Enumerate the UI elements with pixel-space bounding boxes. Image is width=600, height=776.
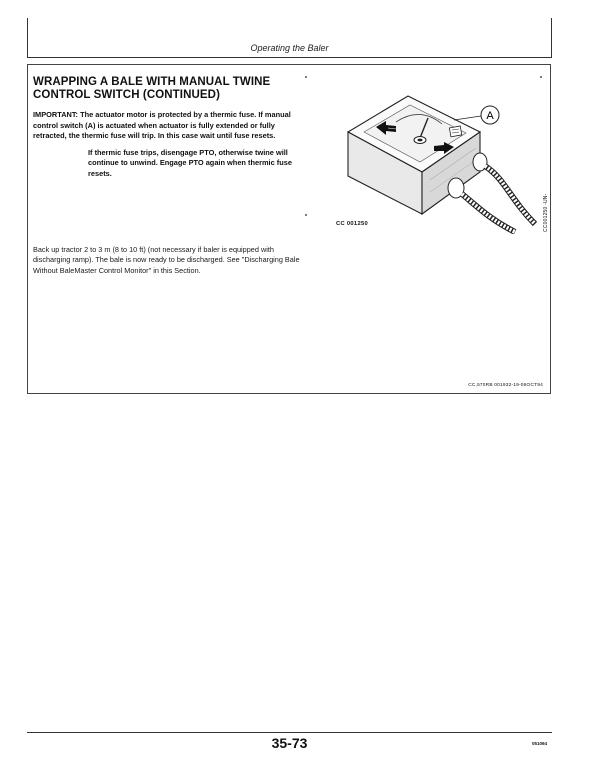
footer-rule <box>27 732 552 733</box>
figure-caption: CC 001250 <box>336 221 369 227</box>
page-date: 051094 <box>532 741 548 746</box>
marker-dot <box>305 214 307 216</box>
header-rule <box>27 57 552 58</box>
important-notice <box>33 110 303 180</box>
running-title: Operating the Baler <box>250 43 329 53</box>
callout-a-label: A <box>486 110 494 122</box>
important-paragraph-1: The actuator motor is protected by a thermic fuse. If manual control switch (A) is actuated when actuator is fully extended or fully retracted, the thermic fuse will trip. In this case wait until fuse resets. <box>33 110 291 141</box>
control-switch-illustration <box>330 84 545 234</box>
figure-side-code: CC001250 -UN- <box>543 193 549 232</box>
section-title: WRAPPING A BALE WITH MANUAL TWINE CONTROL SWITCH (CONTINUED) <box>33 76 271 101</box>
marker-dot <box>305 76 307 78</box>
page-number: 35-73 <box>271 735 308 751</box>
reference-code: CC,570RB 001932-19-06OCT94 <box>468 383 543 388</box>
important-label: IMPORTANT: <box>33 110 79 119</box>
marker-dot <box>540 76 542 78</box>
body-paragraph: Back up tractor 2 to 3 m (8 to 10 ft) (not necessary if baler is equipped with discharging ramp). The bale is now ready to be discharged. See "Discharging Bale Without BaleMaster Control Monitor" in this Section. <box>33 245 300 275</box>
important-paragraph-2: If thermic fuse trips, disengage PTO, otherwise twine will continue to unwind. Engage PTO again when thermic fuse resets. <box>88 147 292 178</box>
